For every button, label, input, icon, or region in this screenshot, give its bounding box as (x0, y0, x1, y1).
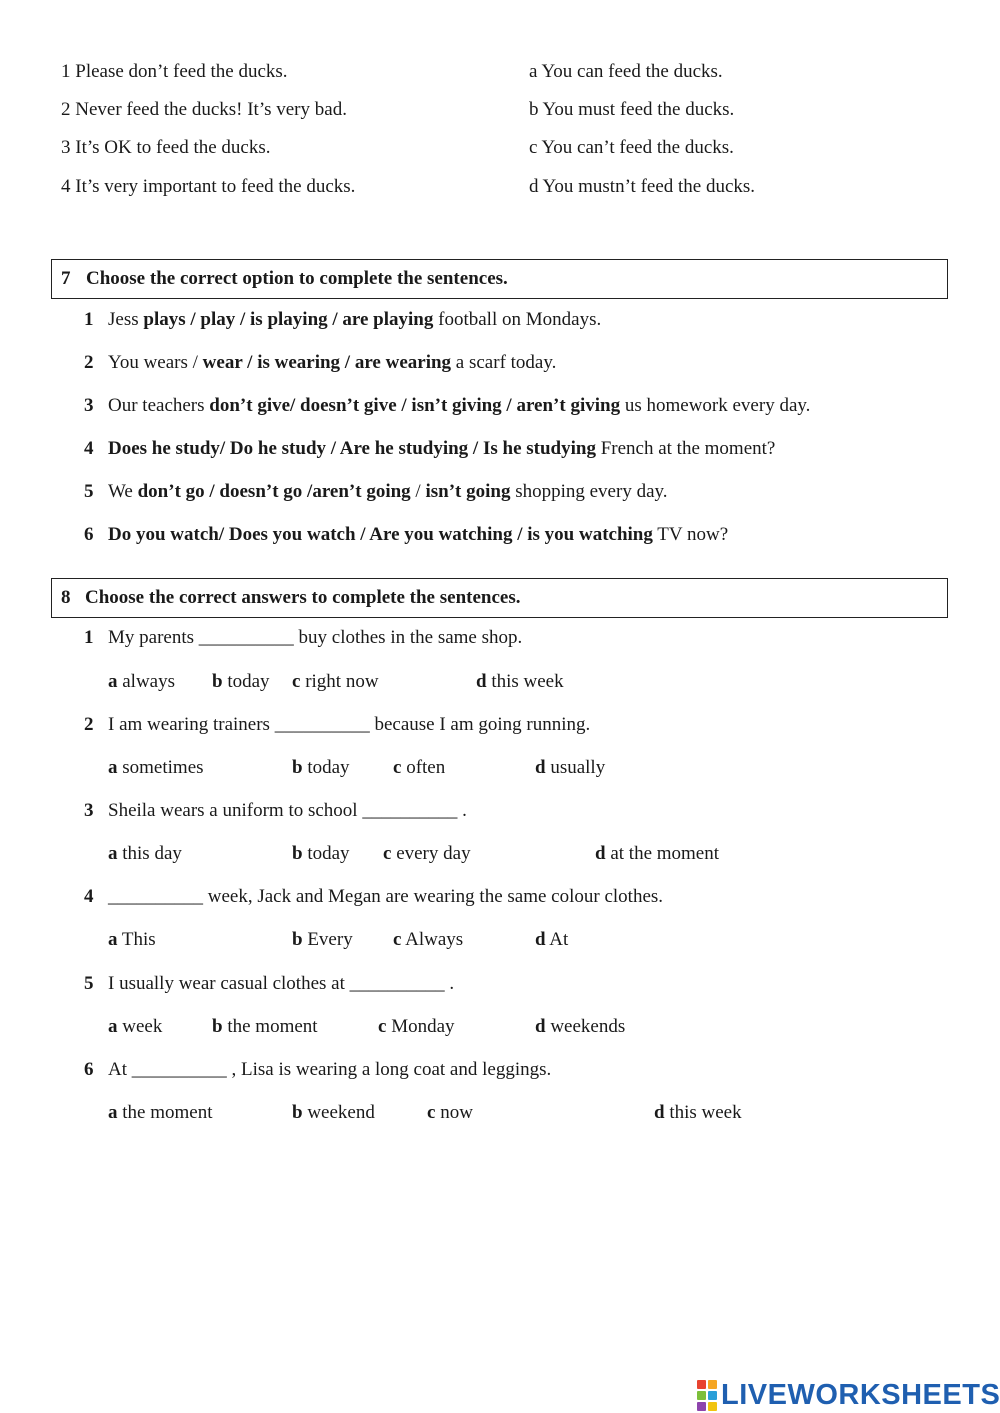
matching-left-2: 2 Never feed the ducks! It’s very bad. (61, 99, 347, 120)
logo-text: LIVEWORKSHEETS (721, 1378, 1000, 1411)
ex7-options: don’t go / doesn’t go /aren’t going (137, 481, 411, 502)
ex8-choice[interactable]: b weekend (292, 1102, 375, 1123)
matching-right-d: d You mustn’t feed the ducks. (529, 176, 756, 197)
ex8-item-number: 2 (84, 714, 94, 735)
ex8-choice[interactable]: d at the moment (595, 843, 720, 864)
matching-right-c: c You can’t feed the ducks. (529, 137, 734, 158)
liveworksheets-logo (697, 1378, 1000, 1412)
ex8-choice[interactable]: d this week (476, 671, 564, 692)
matching-right-b: b You must feed the ducks. (529, 99, 735, 120)
exercise-8-header (51, 578, 948, 618)
exercise-7-header (51, 259, 948, 299)
matching-left-4: 4 It’s very important to feed the ducks. (61, 176, 356, 197)
ex7-item-number: 5 (84, 481, 94, 502)
ex7-item-3[interactable]: Our teachers don’t give/ doesn’t give / isn’t giving / aren’t giving us homework every day. (108, 395, 811, 416)
ex7-options: plays / play / is playing / are playing (143, 309, 434, 330)
ex8-choice[interactable]: a This (108, 929, 156, 950)
ex7-item-number: 6 (84, 524, 94, 545)
ex8-sentence-5: I usually wear casual clothes at __________ . (108, 973, 455, 994)
ex7-options: wear / is wearing / are wearing (202, 352, 452, 373)
ex8-choice[interactable]: c Always (393, 929, 464, 950)
ex8-choice[interactable]: b today (292, 757, 350, 778)
ex7-item-number: 3 (84, 395, 94, 416)
ex8-item-number: 5 (84, 973, 94, 994)
matching-left-3: 3 It’s OK to feed the ducks. (61, 137, 271, 158)
ex7-item-2[interactable]: You wears / wear / is wearing / are wearing a scarf today. (108, 352, 557, 373)
ex8-choice[interactable]: b Every (292, 929, 353, 950)
logo-mark-icon (697, 1380, 717, 1411)
ex8-choice[interactable]: c now (427, 1102, 473, 1123)
ex8-choice[interactable]: a week (108, 1016, 163, 1037)
ex8-choice[interactable]: c right now (292, 671, 379, 692)
ex7-item-1[interactable]: Jess plays / play / is playing / are playing football on Mondays. (108, 309, 602, 330)
ex8-choice[interactable]: c every day (383, 843, 471, 864)
ex8-choice[interactable]: d At (535, 929, 569, 950)
ex8-sentence-6: At __________ , Lisa is wearing a long coat and leggings. (108, 1059, 552, 1080)
ex8-item-number: 3 (84, 800, 94, 821)
exercise-7-instruction: Choose the correct option to complete the sentences. (86, 268, 508, 289)
ex8-sentence-2: I am wearing trainers __________ because I am going running. (108, 714, 591, 735)
ex8-sentence-4: __________ week, Jack and Megan are wearing the same colour clothes. (108, 886, 664, 907)
ex7-item-4[interactable]: Does he study/ Do he study / Are he studying / Is he studying French at the moment? (108, 438, 776, 459)
ex7-options: Does he study/ Do he study / Are he studying / Is he studying (108, 438, 596, 459)
ex7-options: Do you watch/ Does you watch / Are you watching / is you watching (108, 524, 653, 545)
matching-left-1: 1 Please don’t feed the ducks. (61, 61, 288, 82)
ex7-options: don’t give/ doesn’t give / isn’t giving / aren’t giving (209, 395, 621, 416)
ex8-sentence-1: My parents __________ buy clothes in the same shop. (108, 627, 523, 648)
ex8-choice[interactable]: d this week (654, 1102, 742, 1123)
exercise-8-number: 8 (61, 587, 71, 608)
ex8-choice[interactable]: a this day (108, 843, 182, 864)
ex8-choice[interactable]: a sometimes (108, 757, 204, 778)
ex7-options: isn’t going (425, 481, 511, 502)
ex8-item-number: 4 (84, 886, 94, 907)
exercise-7-number: 7 (61, 268, 71, 289)
ex7-item-number: 4 (84, 438, 94, 459)
ex8-sentence-3: Sheila wears a uniform to school __________ . (108, 800, 467, 821)
ex8-item-number: 6 (84, 1059, 94, 1080)
ex7-item-number: 2 (84, 352, 94, 373)
ex8-choice[interactable]: d weekends (535, 1016, 626, 1037)
ex7-item-6[interactable]: Do you watch/ Does you watch / Are you watching / is you watching TV now? (108, 524, 729, 545)
exercise-8-instruction: Choose the correct answers to complete the sentences. (85, 587, 521, 608)
ex7-item-5[interactable]: We don’t go / doesn’t go /aren’t going / isn’t going shopping every day. (108, 481, 668, 502)
ex8-choice[interactable]: d usually (535, 757, 606, 778)
ex7-item-number: 1 (84, 309, 94, 330)
ex8-choice[interactable]: b the moment (212, 1016, 318, 1037)
ex8-item-number: 1 (84, 627, 94, 648)
ex8-choice[interactable]: c Monday (378, 1016, 455, 1037)
ex8-choice[interactable]: a always (108, 671, 176, 692)
ex8-choice[interactable]: c often (393, 757, 446, 778)
ex8-choice[interactable]: a the moment (108, 1102, 213, 1123)
ex8-choice[interactable]: b today (292, 843, 350, 864)
matching-right-a: a You can feed the ducks. (529, 61, 723, 82)
ex8-choice[interactable]: b today (212, 671, 270, 692)
